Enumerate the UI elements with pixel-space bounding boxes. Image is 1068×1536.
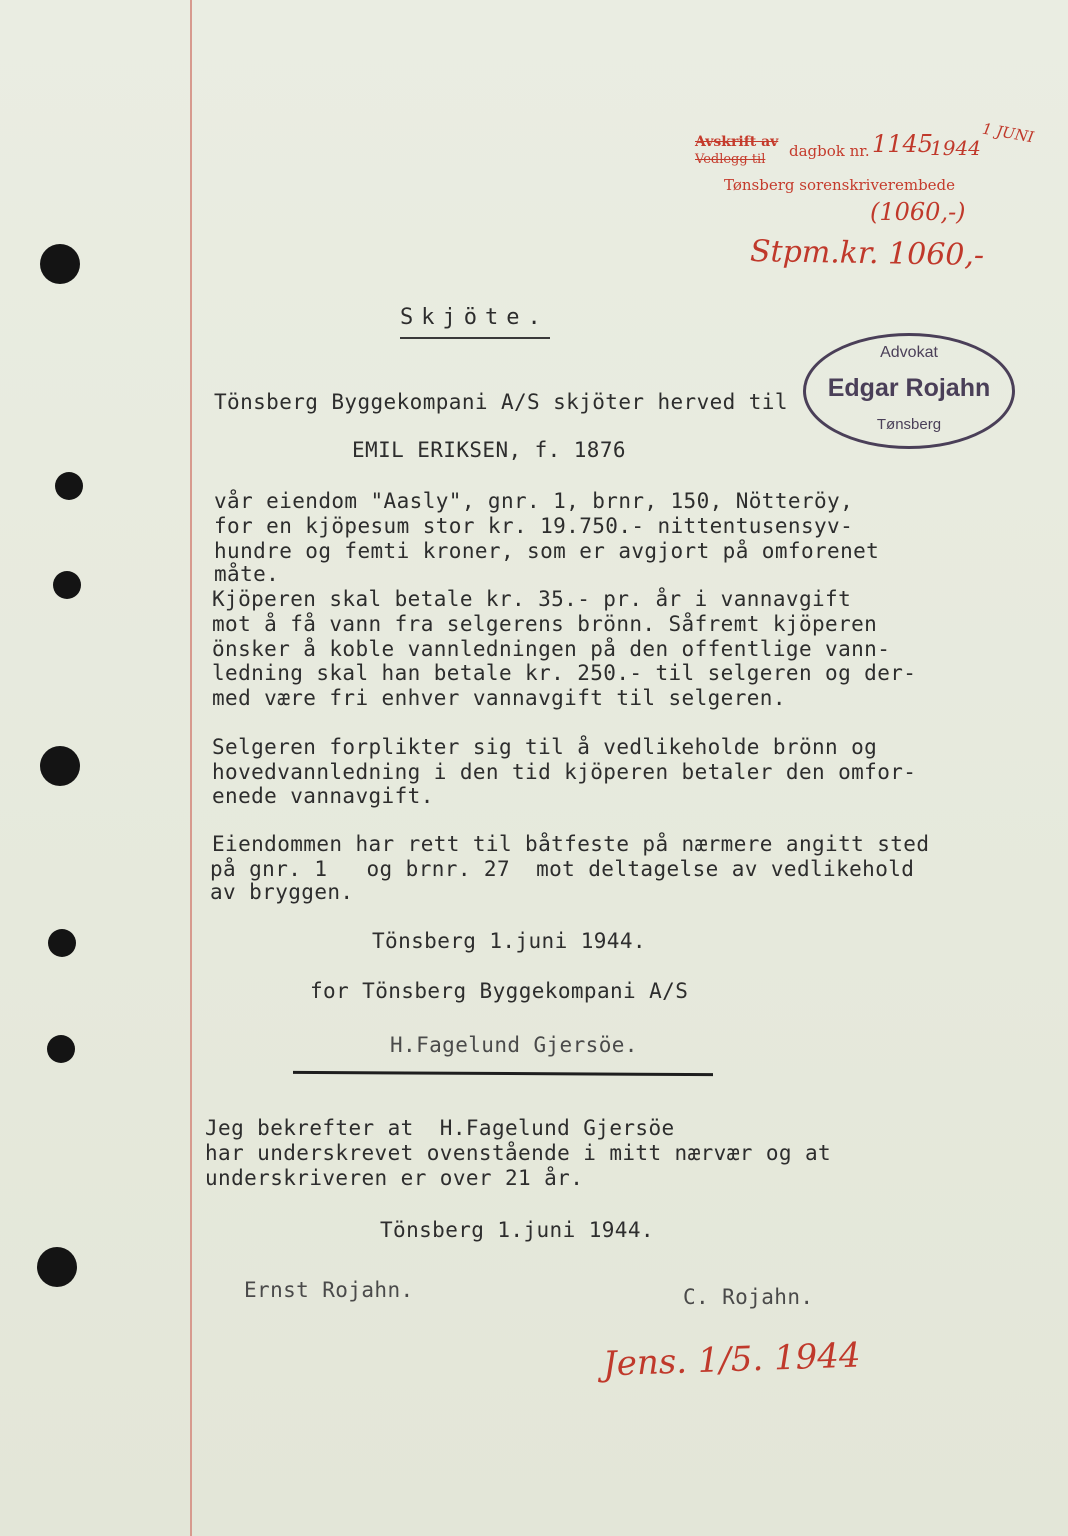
stamp-dagbok-number: 1145: [872, 130, 934, 158]
place-date: Tönsberg 1.juni 1944.: [372, 929, 646, 953]
para2-line-1: Selgeren forplikter sig til å vedlikeholde brönn og: [212, 735, 878, 759]
para2-line-2: hovedvannledning i den tid kjöperen betaler den omfor-: [212, 760, 917, 784]
punch-hole: [47, 1035, 75, 1063]
intro-line: Tönsberg Byggekompani A/S skjöter herved til: [214, 390, 788, 414]
punch-hole: [53, 571, 81, 599]
para1-line-4: måte.: [214, 562, 280, 586]
stamp-dagbok-label: dagbok nr.: [789, 142, 870, 160]
para1-line-1: vår eiendom "Aasly", gnr. 1, brnr, 150, Nötteröy,: [214, 489, 854, 513]
witness-2: C. Rojahn.: [683, 1285, 814, 1309]
para1-line-9: med være fri enhver vannavgift til selgeren.: [212, 686, 786, 710]
para1-line-6: mot å få vann fra selgerens brönn. Såfremt kjöperen: [212, 612, 878, 636]
punch-hole: [40, 746, 80, 786]
signatory-name: H.Fagelund Gjersöe.: [390, 1033, 638, 1057]
stamp-date-note: 1 JUNI: [980, 119, 1036, 147]
advocate-stamp-line-2: Edgar Rojahn: [827, 374, 991, 402]
witness-1: Ernst Rojahn.: [244, 1278, 414, 1302]
advocate-stamp: [803, 333, 1015, 449]
para3-line-3: av bryggen.: [210, 880, 354, 904]
para3-line-1: Eiendommen har rett til båtfeste på nærmere angitt sted: [212, 832, 930, 856]
for-company: for Tönsberg Byggekompani A/S: [310, 979, 689, 1003]
buyer-line: EMIL ERIKSEN, f. 1876: [352, 438, 626, 462]
handwritten-bottom-note: Jens. 1/5. 1944: [602, 1335, 862, 1385]
para3-line-2: på gnr. 1 og brnr. 27 mot deltagelse av vedlikehold: [210, 857, 915, 881]
punch-hole: [37, 1247, 77, 1287]
signature-rule: [293, 1071, 713, 1076]
attest-line-2: har underskrevet ovenstående i mitt nærvær og at: [205, 1141, 832, 1165]
para1-line-7: önsker å koble vannledningen på den offentlige vann-: [212, 637, 891, 661]
margin-line: [190, 0, 192, 1536]
stamp-court-name: Tønsberg sorenskriverembede: [724, 176, 956, 194]
handwritten-stamp-fee: Stpm.kr. 1060,-: [749, 233, 985, 274]
para1-line-5: Kjöperen skal betale kr. 35.- pr. år i vannavgift: [212, 587, 852, 611]
punch-hole: [48, 929, 76, 957]
para1-line-3: hundre og femti kroner, som er avgjort på omforenet: [214, 539, 880, 563]
stamp-struck-line-1: Avskrift av: [695, 134, 779, 150]
para1-line-8: ledning skal han betale kr. 250.- til selgeren og der-: [212, 661, 917, 685]
advocate-stamp-line-1: Advokat: [880, 344, 938, 361]
handwritten-amount: (1060,-): [870, 198, 966, 226]
stamp-struck-line-2: Vedlegg til: [695, 152, 766, 167]
advocate-stamp-line-3: Tønsberg: [876, 416, 942, 433]
attest-line-1: Jeg bekrefter at H.Fagelund Gjersöe: [205, 1116, 675, 1140]
place-date-2: Tönsberg 1.juni 1944.: [380, 1218, 654, 1242]
para2-line-3: enede vannavgift.: [212, 784, 434, 808]
punch-hole: [40, 244, 80, 284]
document-title: Skjöte.: [400, 305, 549, 330]
title-underline: [400, 337, 550, 339]
attest-line-3: underskriveren er over 21 år.: [205, 1166, 584, 1190]
para1-line-2: for en kjöpesum stor kr. 19.750.- nittentusensyv-: [214, 514, 854, 538]
stamp-year: 1944: [930, 136, 981, 160]
punch-hole: [55, 472, 83, 500]
